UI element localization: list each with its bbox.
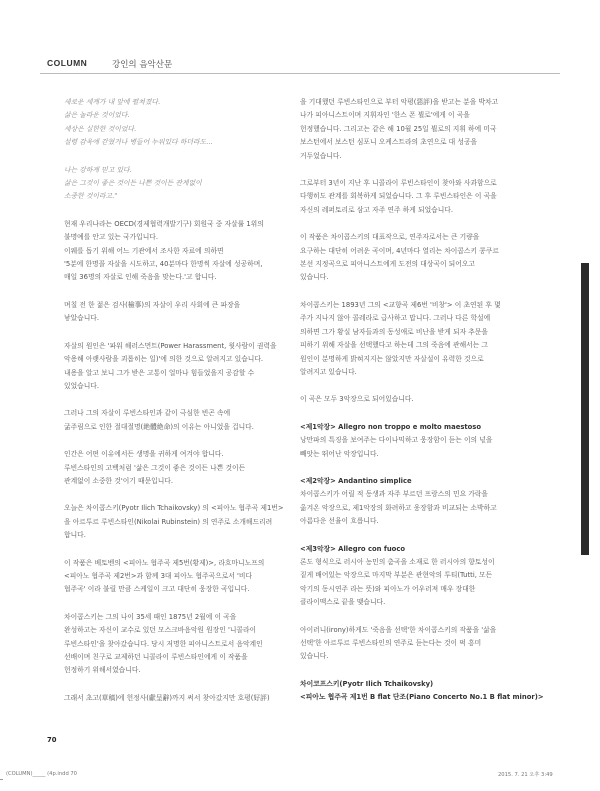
text-line: 이 작품은 차이콥스키의 대표작으로, 연주자로서는 큰 기량을 [300, 233, 480, 242]
text-line: 헌정했습니다. 그리고는 같은 해 10월 25일 뷜로의 지휘 하에 미국 [300, 124, 497, 133]
text-line: 며칠 전 한 젊은 검사(檢事)의 자살이 우리 사회에 큰 파장을 [64, 300, 241, 309]
text-line: 의하면 그가 황실 남자들과의 동성애로 비난을 받게 되자 추문을 [300, 327, 488, 336]
text-line: 나가 피아니스트이며 지휘자인 '한스 폰 뷜로'에게 이 곡을 [300, 111, 470, 120]
paragraph [64, 502, 314, 542]
text-line: 차이콥스키는 그의 나이 35세 때인 1875년 2월에 이 곡을 [64, 612, 237, 621]
footer-filename: (COLUMN)_____ (4p.indd 70 [6, 771, 77, 777]
text-line: 소중한 것이라고." [64, 192, 118, 201]
paragraph [64, 611, 314, 678]
text-line: <피아노 협주곡 제2번>과 함께 3대 피아노 협주곡으로서 '비다 [64, 571, 253, 580]
text-line: 불명예를 안고 있는 국가입니다. [64, 233, 158, 242]
paragraph [64, 218, 314, 285]
text-line: 본선 지정곡으로 피아니스트에게 도전의 대상곡이 되어오고 [300, 260, 475, 269]
text-line: 차이콥스키는 1893년 그의 <교향곡 제6번 '비창'> 이 초연된 후 몇 [300, 300, 501, 309]
text-line: 차이콥스키가 어릴 적 동생과 자주 부르던 프랑스의 민요 가락을 [300, 490, 488, 499]
text-line: 새로운 세계가 내 앞에 펼쳐졌다. [64, 98, 161, 106]
paragraph [64, 96, 314, 150]
text-line: 협주곡' 이라 불릴 만큼 스케일이 크고 대단히 웅장한 곡입니다. [64, 585, 250, 594]
paragraph [64, 340, 314, 394]
paragraph [300, 421, 550, 461]
text-line: 주가 지나지 않아 콜레라로 급사하고 맙니다. 그러나 다른 학설에 [300, 314, 491, 323]
text-line: 나는 강하게 믿고 있다. [64, 165, 132, 174]
text-line: 을 아르투르 루빈스타인(Nikolai Rubinstein) 의 연주로 소개해드리려 [64, 517, 273, 526]
text-line: 삶은 놀라운 것이었다. [64, 111, 130, 120]
movement-heading: <제3악장> Allegro con fuoco [300, 544, 406, 553]
text-line: 내용을 알고 보니 그가 받은 고통이 얼마나 힘들었을지 공감할 수 [64, 368, 255, 377]
text-line: 거두었습니다. [300, 151, 342, 160]
text-line: 론도 형식으로 러시아 농민의 춤곡을 소재로 한 러시아의 향토성이 [300, 557, 495, 566]
text-line: 현재 우리나라는 OECD(경제협력개발기구) 회원국 중 자살률 1위의 [64, 219, 264, 228]
text-line: 있습니다. [300, 652, 329, 661]
text-line: 다행히도 관계를 회복하게 되었습니다. 그 후 루빈스타인은 이 곡을 [300, 192, 497, 201]
text-line: 루빈스타인의 고백처럼 '삶은 그것이 좋은 것이든 나쁜 것이든 [64, 463, 246, 472]
paragraph [300, 231, 550, 285]
text-line: 이 작품은 베토벤의 <피아노 협주곡 제5번(황제)>, 라흐마니노프의 [64, 558, 265, 567]
right-column [300, 96, 550, 719]
paragraph [64, 299, 314, 326]
page-number: 70 [47, 736, 57, 744]
movement-heading: 차이코프스키(Pyotr Ilich Tchaikovsky) [300, 679, 434, 688]
section-title: 강인의 음악산문 [112, 60, 173, 70]
text-line: 루빈스타인'을 찾아갔습니다. 당시 저명한 피아니스트로서 음악계인 [64, 639, 263, 648]
paragraph [300, 543, 550, 610]
paragraph [300, 624, 550, 664]
text-line: 낭만파의 특징을 보여주는 다이나믹하고 웅장함이 듣는 이의 넋을 [300, 436, 493, 445]
text-line: 이 곡은 모두 3악장으로 되어있습니다. [300, 395, 414, 404]
footer-timestamp: 2015. 7. 21 오후 3:49 [498, 772, 553, 778]
crop-mark [0, 779, 3, 780]
paragraph [300, 177, 550, 217]
paragraph [300, 475, 550, 529]
text-line: 빼앗는 뛰어난 악장입니다. [300, 449, 379, 458]
movement-heading: <제1악장> Allegro non troppo e molto maestoso [300, 422, 482, 431]
text-line: 오늘은 차이콥스키(Pyotr Ilich Tchaikovsky) 의 <피아노 협주곡 제1번> [64, 504, 284, 513]
movement-heading: <피아노 협주곡 제1번 B flat 단조(Piano Concerto No.1 B flat minor)> [300, 693, 544, 702]
text-line: 아이러니(irony)하게도 '죽음을 선택'한 차이콥스키의 작품을 '삶을 [300, 625, 497, 634]
header-rule [40, 73, 560, 74]
text-line: 악용해 아랫사람을 괴롭히는 일)'에 의한 것으로 알려지고 있습니다. [64, 355, 264, 364]
left-column [64, 96, 314, 719]
text-line: 합니다. [64, 531, 86, 540]
text-line: 관계없이 소중한 것'이기 때문입니다. [64, 476, 173, 485]
text-line: 있었습니다. [64, 381, 99, 390]
text-line: 설령 감옥에 갇혔거나 병들어 누워있다 하더라도... [64, 138, 213, 147]
paragraph [300, 96, 550, 163]
paragraph [64, 448, 314, 488]
column-label: COLUMN [47, 58, 88, 68]
movement-heading: <제2악장> Andantino simplice [300, 476, 412, 485]
text-line: 피하기 위해 자살을 선택했다고 하는데 그의 죽음에 관해서는 그 [300, 341, 488, 350]
side-tab-bar [581, 263, 589, 555]
text-line: 아름다운 선율이 흐릅니다. [300, 517, 379, 526]
paragraph [300, 299, 550, 379]
text-line: 짙게 배어있는 악장으로 마지막 부분은 관현악의 투티(Tutti, 모든 [300, 571, 493, 580]
text-line: 헌정하기 위해서였습니다. [64, 666, 141, 675]
paragraph [300, 678, 550, 705]
text-line: 낳았습니다. [64, 314, 99, 323]
text-line: 자신의 레퍼토리로 삼고 자주 연주 하게 되었습니다. [300, 205, 454, 214]
text-line: 그러나 그의 자살이 루빈스타인과 같이 극심한 빈곤 속에 [64, 409, 231, 418]
text-line: 선배이며 친구로 교제하던 니콜라이 루빈스타인에게 이 작품을 [64, 653, 248, 661]
text-line: 보스턴에서 보스턴 심포니 오케스트라의 초연으로 대 성공을 [300, 138, 478, 147]
paragraph [64, 557, 314, 597]
text-line: 선택'한 아르투르 루빈스타인의 연주로 듣는다는 것이 퍽 흥미 [300, 639, 482, 647]
text-line: 요구하는 대단히 어려운 곡이며, 4년마다 열리는 차이콥스키 콩쿠르 [300, 246, 499, 255]
paragraph [64, 407, 314, 434]
text-line: 그로부터 3년이 지난 후 니콜라이 루빈스타인이 찾아와 사과함으로 [300, 179, 497, 188]
text-line: 알려지고 있습니다. [300, 367, 357, 376]
text-line: 세상은 실한한 것이었다. [64, 124, 137, 133]
text-line: 굶주림으로 인한 절대절명(絶體絶命)의 이유는 아니었을 겁니다. [64, 422, 254, 431]
text-line: 옮겨온 악장으로, 제1악장의 화려하고 웅장함과 비교되는 소박하고 [300, 503, 497, 512]
paragraph [64, 164, 314, 204]
text-line: 그래서 초고(草稿)에 헌정사(獻呈辭)까지 써서 찾아갔지만 호평(好評) [64, 693, 270, 702]
text-line: 을 기대했던 루빈스타인으로 부터 악평(惡評)을 받고는 분을 박차고 [300, 98, 499, 106]
text-line: 인간은 어떤 이유에서든 생명을 귀하게 여겨야 합니다. [64, 450, 224, 459]
text-line: 악기의 동시연주 라는 뜻)와 피아노가 어우러져 매우 장대한 [300, 584, 476, 593]
column-header [47, 58, 173, 70]
paragraph [64, 692, 314, 705]
text-line: 클라이맥스로 끝을 맺습니다. [300, 598, 386, 607]
paragraph [300, 393, 550, 406]
text-line: 완성하고는 자신이 교수로 있던 모스크바음악원 원장인 '니콜라이 [64, 626, 257, 635]
text-line: 매일 36명의 자살로 인해 죽음을 맞는다.'고 합니다. [64, 273, 217, 282]
text-line: 있습니다. [300, 273, 329, 282]
text-line: 삶은 그것이 좋은 것이든 나쁜 것이든 관계없이 [64, 179, 202, 188]
text-line: 원인이 분명하게 밝혀지지는 않았지만 자살설이 유력한 것으로 [300, 354, 484, 363]
text-line: 이웨를 돕기 위해 어느 기관에서 조사한 자료에 의하면 [64, 246, 224, 255]
text-line: 자살의 원인은 '파워 해러스먼트(Power Harassment, 윗사람이 권력을 [64, 341, 277, 350]
text-line: '5분에 한명꼴 자살을 시도하고, 40분마다 한명씩 자살에 성공하며, [64, 260, 263, 269]
